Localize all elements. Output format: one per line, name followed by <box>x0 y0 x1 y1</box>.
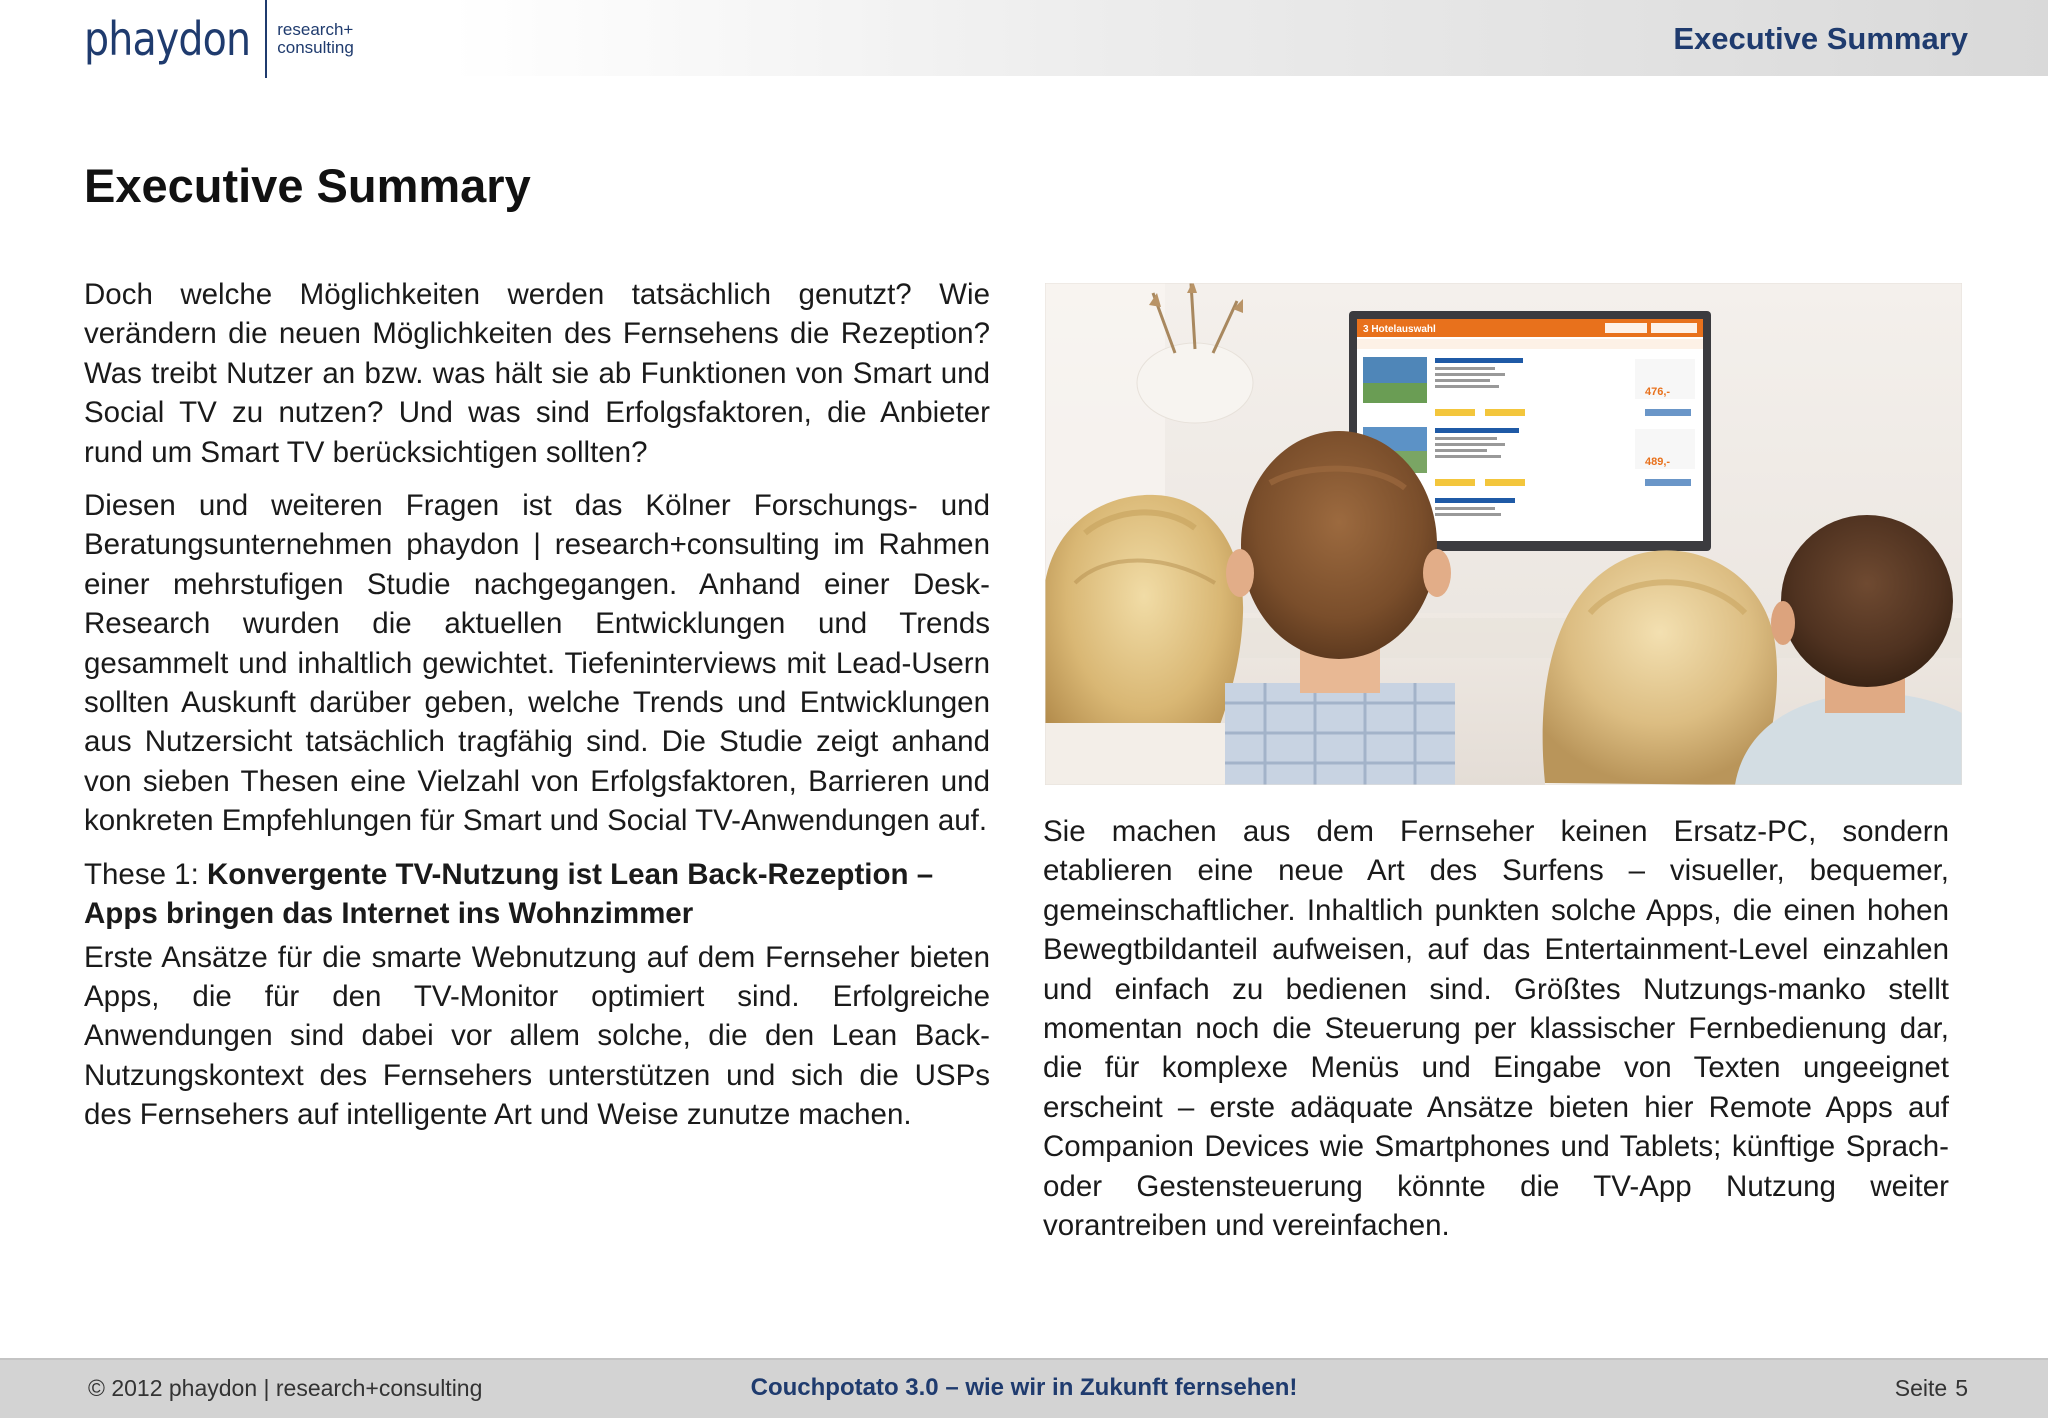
thesis-1-title: Konvergente TV-Nutzung ist Lean Back-Rezeption – Apps bringen das Internet ins Wohnzimmer <box>84 857 934 931</box>
logo-subtitle-line-1: research+ <box>277 20 354 39</box>
hotel-1-price: 476,- <box>1645 386 1671 398</box>
study-paragraph: Diesen und weiteren Fragen ist das Kölner Forschungs- und Beratungsunternehmen phaydon | research+consulting im Rahmen einer mehrstufigen Studie nachgegangen. Anhand einer Desk-Research wurden die aktuellen Entwicklungen und Trends gesammelt und inhaltlich gewichtet. Tiefeninterviews mit Lead-Usern sollten Auskunft darüber geben, welche Trends und Entwicklungen aus Nutzersicht tatsächlich tragfähig sind. Die Studie zeigt anhand von sieben Thesen eine Vielzahl von Erfolgsfaktoren, Barrieren und konkreten Empfehlungen für Smart und Social TV-Anwendungen auf. <box>84 489 990 838</box>
footer-page-indicator <box>1895 1375 1968 1402</box>
right-text-column <box>1043 812 1949 1259</box>
header-section-title: Executive Summary <box>1673 21 1968 56</box>
footer-page-number: 5 <box>1955 1375 1968 1401</box>
intro-paragraph: Doch welche Möglichkeiten werden tatsächlich genutzt? Wie verändern die neuen Möglichkeiten des Fernsehens die Rezeption? Was treibt Nutzer an bzw. was hält sie ab Funktionen von Smart und Social TV zu nutzen? Und was sind Erfolgsfaktoren, die Anbieter rund um Smart TV berücksichtigen sollten? <box>84 278 990 469</box>
boy-head <box>1225 431 1455 785</box>
page-header <box>0 0 2048 76</box>
hotel-2-price: 489,- <box>1645 456 1671 468</box>
thesis-1-prefix: These 1: <box>84 857 207 891</box>
family-watching-tv-photo <box>1045 283 1962 785</box>
footer-document-title: Couchpotato 3.0 – wie wir in Zukunft fernsehen! <box>750 1374 1298 1401</box>
woman-head <box>1045 495 1243 785</box>
page-footer <box>0 1358 2048 1418</box>
logo-separator <box>265 0 267 78</box>
thesis-1-paragraph: Erste Ansätze für die smarte Webnutzung auf dem Fernseher bieten Apps, die für den TV-Monitor optimiert sind. Erfolgreiche Anwendungen sind dabei vor allem solche, die den Lean Back-Nutzungskontext des Fernsehers unterstützen und sich die USPs des Fernsehers auf intelligente Art und Weise zunutze machen. <box>84 940 990 1132</box>
apps-paragraph: Sie machen aus dem Fernseher keinen Ersatz-PC, sondern etablieren eine neue Art des Surfens – visueller, bequemer, gemeinschaftlicher. Inhaltlich punkten solche Apps, die einen hohen Bewegtbildanteil aufweisen, auf das Entertainment-Level einzahlen und einfach zu bedienen sind. Größtes Nutzungs-manko stellt momentan noch die Steuerung per klassischer Fernbedienung dar, die für komplexe Menüs und Eingabe von Texten ungeeignet erscheint – erste adäquate Ansätze bieten hier Remote Apps auf Companion Devices wie Smartphones und Tablets; künftige Sprach- oder Gestensteuerung könnte die TV-App Nutzung weiter vorantreiben und vereinfachen. <box>1043 815 1949 1243</box>
page-title: Executive Summary <box>84 159 531 212</box>
footer-page-label: Seite <box>1894 1375 1948 1401</box>
tv-screen-title: 3 Hotelauswahl <box>1363 324 1436 335</box>
phaydon-logo <box>84 0 354 78</box>
thesis-1-heading <box>84 855 990 934</box>
logo-subtitle <box>277 21 354 57</box>
logo-subtitle-line-2: consulting <box>277 38 354 57</box>
logo-wordmark: phaydon <box>84 12 251 66</box>
footer-copyright: © 2012 phaydon | research+consulting <box>88 1375 483 1401</box>
left-text-column <box>84 275 990 1149</box>
